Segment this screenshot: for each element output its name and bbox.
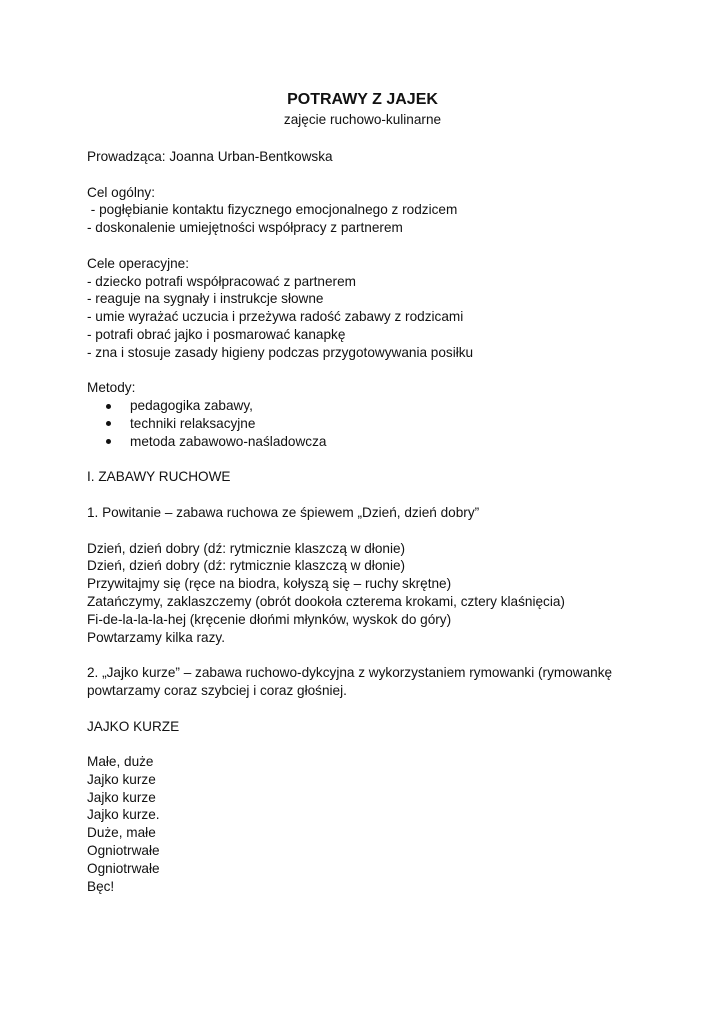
rhyme-line: Jajko kurze. [87,807,160,823]
operational-goal-item: - dziecko potrafi współpracować z partnerem [87,273,356,289]
rhyme-line: Ogniotrwałe [87,860,160,876]
section-heading: I. ZABAWY RUCHOWE [87,469,231,485]
document-subtitle: zajęcie ruchowo-kulinarne [283,112,442,127]
method-item: pedagogika zabawy, [87,397,647,415]
document-title: POTRAWY Z JAJEK [287,91,438,108]
method-item: metoda zabawowo-naśladowcza [87,433,647,451]
song-line: Dzień, dzień dobry (dź: rytmicznie klaszczą w dłonie) [87,558,406,574]
general-goal-item: - pogłębianie kontaktu fizycznego emocjonalnego z rodzicem [87,202,458,218]
game1-title: 1. Powitanie – zabawa ruchowa ze śpiewem „Dzień, dzień dobry” [87,504,480,520]
bullet-icon [106,439,111,444]
song-line: Zatańczymy, zaklaszczemy (obrót dookoła czterema krokami, cztery klaśnięcia) [87,593,565,609]
operational-goals-heading: Cele operacyjne: [87,255,190,271]
document-body [87,148,647,895]
methods-list [87,397,647,450]
operational-goal-item: - zna i stosuje zasady higieny podczas przygotowywania posiłku [87,344,474,360]
bullet-icon [106,404,111,409]
operational-goal-item: - potrafi obrać jajko i posmarować kanapkę [87,326,346,342]
rhyme-line: Jajko kurze [87,789,156,805]
method-item: techniki relaksacyjne [87,415,647,433]
game2-title-line: 2. „Jajko kurze” – zabawa ruchowo-dykcyjna z wykorzystaniem rymowanki (rymowankę [87,665,613,681]
leader-line: Prowadząca: Joanna Urban-Bentkowska [87,149,333,164]
rhyme-line: Bęc! [87,878,115,894]
song-line: Przywitajmy się (ręce na biodra, kołyszą się – ruchy skrętne) [87,576,452,592]
rhyme-line: Jajko kurze [87,771,156,787]
song-line: Fi-de-la-la-la-hej (kręcenie dłońmi młynków, wyskok do góry) [87,611,452,627]
game2-title-line: powtarzamy coraz szybciej i coraz głośniej. [87,682,347,698]
rhyme-title: JAJKO KURZE [87,718,180,734]
song-line: Dzień, dzień dobry (dź: rytmicznie klaszczą w dłonie) [87,540,406,556]
song-line: Powtarzamy kilka razy. [87,629,225,645]
general-goal-heading: Cel ogólny: [87,184,156,200]
rhyme-line: Duże, małe [87,825,156,841]
operational-goal-item: - umie wyrażać uczucia i przeżywa radość zabawy z rodzicami [87,309,464,325]
general-goal-item: - doskonalenie umiejętności współpracy z partnerem [87,220,403,236]
rhyme-line: Małe, duże [87,754,154,770]
operational-goal-item: - reaguje na sygnały i instrukcje słowne [87,291,324,307]
rhyme-line: Ogniotrwałe [87,843,160,859]
methods-heading: Metody: [87,380,136,396]
bullet-icon [106,421,111,426]
